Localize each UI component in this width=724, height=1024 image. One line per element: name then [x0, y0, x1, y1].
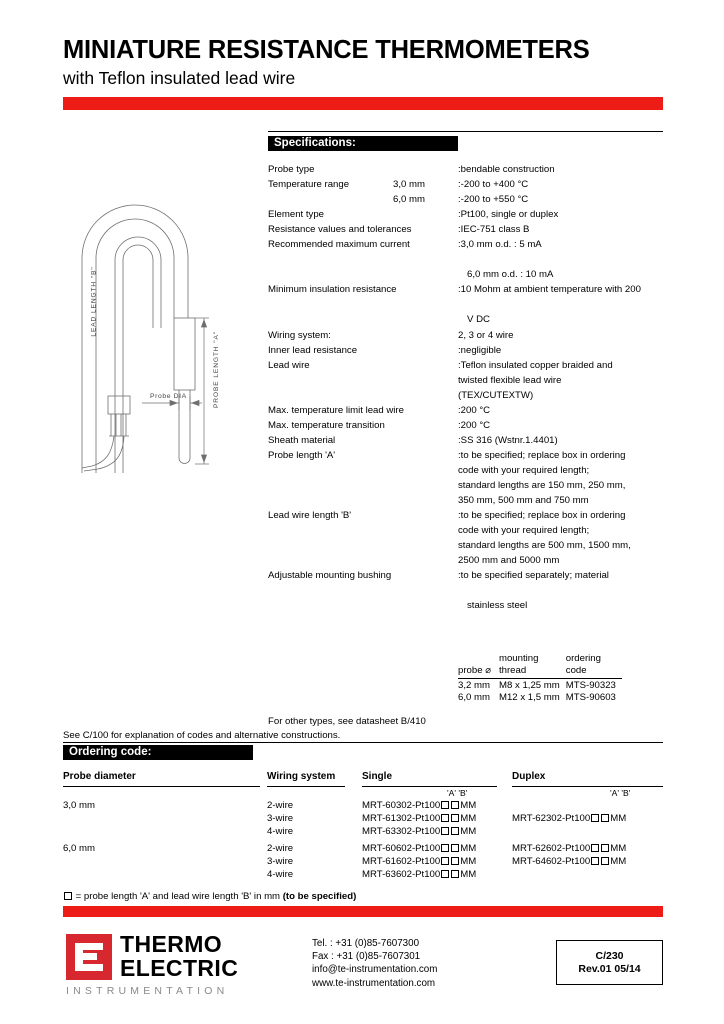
spec-row — [268, 375, 668, 390]
spec-row — [268, 284, 668, 299]
spec-label: Element type — [268, 209, 324, 221]
spec-value: :200 °C — [458, 419, 491, 431]
box-symbol-icon — [441, 801, 449, 809]
ordering-header-duplex: Duplex — [512, 771, 546, 782]
ordering-wiring-value: 2-wire — [267, 843, 294, 854]
spec-row — [268, 495, 668, 510]
bushing-row — [458, 691, 622, 704]
logo-text-electric: ELECTRIC — [120, 955, 239, 981]
spec-row — [268, 435, 668, 450]
bushing-cell: 6,0 mm — [458, 692, 490, 704]
ordering-ab-marker-duplex: 'A' 'B' — [610, 788, 631, 798]
spec-value: :-200 to +550 °C — [458, 194, 529, 206]
bushing-header-cell: probe ⌀ — [458, 665, 497, 678]
spec-row — [268, 345, 668, 360]
contact-line: www.te-instrumentation.com — [312, 977, 436, 989]
page-subtitle: with Teflon insulated lead wire — [63, 68, 296, 88]
spec-row — [268, 405, 668, 420]
ordering-code-heading: Ordering code: — [63, 745, 253, 760]
spec-label: Recommended maximum current — [268, 239, 410, 251]
bushing-header-cell: ordering — [565, 653, 601, 664]
spec-value: :to be specified; replace box in ordering — [458, 449, 626, 461]
spec-row — [268, 360, 668, 375]
spec-row — [268, 420, 668, 435]
spec-label: Probe length 'A' — [268, 449, 336, 461]
spec-value: :to be specified; replace box in ordering — [458, 510, 626, 522]
box-symbol-icon — [591, 857, 599, 865]
box-symbol-icon — [601, 844, 609, 852]
bushing-header-cell: code — [566, 665, 622, 678]
spec-value: :Teflon insulated copper braided and — [458, 359, 613, 371]
bushing-cell: 3,2 mm — [458, 679, 490, 691]
spec-value: :3,0 mm o.d. : 5 mA — [458, 239, 542, 251]
spec-value: :IEC-751 class B — [458, 224, 530, 236]
probe-drawing-svg — [78, 148, 268, 473]
spec-value: code with your required length; — [458, 464, 590, 476]
spec-value: 2500 mm and 5000 mm — [458, 555, 560, 567]
document-code-box — [556, 940, 663, 985]
box-symbol-icon — [591, 844, 599, 852]
ordering-legend-bold: (to be specified) — [282, 891, 357, 902]
spec-value: standard lengths are 150 mm, 250 mm, — [458, 479, 626, 491]
spec-row — [268, 224, 668, 239]
ordering-probe-diameter-value: 6,0 mm — [63, 843, 95, 854]
ordering-wiring-value: 4-wire — [267, 869, 294, 881]
spec-row — [268, 239, 668, 254]
box-symbol-icon — [441, 827, 449, 835]
spec-row — [268, 330, 668, 345]
ordering-wiring-value: 2-wire — [267, 800, 294, 811]
spec-label: Lead wire length 'B' — [268, 510, 352, 522]
spec-label: Max. temperature limit lead wire — [268, 404, 404, 416]
other-types-note: For other types, see datasheet B/410 — [268, 716, 426, 727]
probe-dia-dimension-label: Probe DIA — [150, 393, 187, 400]
ordering-wiring-value: 3-wire — [267, 856, 294, 868]
spec-label: Max. temperature transition — [268, 419, 385, 431]
ordering-header-single: Single — [362, 771, 393, 782]
ordering-legend — [63, 891, 356, 902]
ordering-code-duplex: MRT-62302-Pt100 MM — [512, 813, 627, 825]
box-symbol-icon — [601, 814, 609, 822]
box-symbol-icon — [64, 892, 72, 900]
specifications-top-rule — [268, 131, 663, 132]
specifications-heading: Specifications: — [268, 136, 458, 151]
bushing-row — [458, 678, 622, 691]
box-symbol-icon — [441, 814, 449, 822]
spec-row — [268, 480, 668, 495]
ordering-column-rule — [362, 786, 497, 787]
document-revision: Rev.01 05/14 — [578, 963, 641, 975]
box-symbol-icon — [601, 857, 609, 865]
bushing-cell: M12 x 1,5 mm — [498, 692, 560, 704]
box-symbol-icon — [451, 801, 459, 809]
box-symbol-icon — [451, 857, 459, 865]
spec-value: :bendable construction — [458, 164, 555, 175]
spec-value: :-200 to +400 °C — [458, 179, 529, 191]
ordering-column-rule — [267, 786, 345, 787]
spec-value: (TEX/CUTEXTW) — [458, 389, 534, 401]
specifications-table — [268, 164, 668, 615]
ordering-code-single: MRT-63602-Pt100 MM — [362, 869, 477, 881]
spec-label: Wiring system: — [268, 329, 331, 341]
spec-row — [268, 299, 668, 314]
spec-label: Inner lead resistance — [268, 344, 358, 356]
mounting-bushing-table — [458, 653, 622, 704]
ordering-top-rule — [63, 742, 663, 743]
spec-value: standard lengths are 500 mm, 1500 mm, — [458, 540, 631, 552]
box-symbol-icon — [441, 857, 449, 865]
ordering-column-rule — [512, 786, 663, 787]
spec-label: Temperature range — [268, 179, 350, 191]
spec-value: :to be specified separately; material — [458, 570, 609, 582]
ordering-code-single: MRT-63302-Pt100 MM — [362, 826, 477, 838]
spec-value: :Pt100, single or duplex — [458, 209, 559, 221]
spec-qualifier: 3,0 mm — [393, 179, 425, 191]
logo-middle-bar — [83, 953, 97, 960]
ordering-code-single: MRT-60302-Pt100 MM — [362, 800, 477, 811]
ordering-wiring-value: 4-wire — [267, 826, 294, 838]
spec-value: :200 °C — [458, 404, 491, 416]
ordering-code-duplex: MRT-62602-Pt100 MM — [512, 843, 627, 854]
document-code: C/230 — [595, 950, 624, 962]
spec-value: 350 mm, 500 mm and 750 mm — [458, 495, 589, 507]
spec-label: Probe type — [268, 164, 315, 175]
lead-length-dimension-label: LEAD LENGTH "B" — [90, 266, 98, 337]
spec-row — [268, 269, 668, 284]
spec-row — [268, 570, 668, 585]
ordering-code-single: MRT-61302-Pt100 MM — [362, 813, 477, 825]
bushing-header-row — [458, 665, 622, 678]
spec-row — [268, 585, 668, 600]
spec-value: V DC — [467, 314, 490, 326]
spec-row — [268, 390, 668, 405]
contact-line: Tel. : +31 (0)85-7607300 — [312, 938, 420, 949]
ordering-probe-diameter-value: 3,0 mm — [63, 800, 95, 811]
spec-value: code with your required length; — [458, 525, 590, 537]
bushing-cell: MTS-90323 — [565, 679, 616, 691]
bushing-cell: M8 x 1,25 mm — [498, 679, 560, 691]
ordering-header-wiring-system: Wiring system — [267, 771, 336, 782]
header-accent-bar — [63, 97, 663, 110]
spec-row — [268, 194, 668, 209]
logo-bottom-bar — [83, 964, 103, 971]
box-symbol-icon — [451, 827, 459, 835]
spec-row — [268, 465, 668, 480]
spec-row — [268, 525, 668, 540]
spec-row — [268, 179, 668, 194]
contact-line: info@te-instrumentation.com — [312, 964, 438, 976]
bushing-header-row — [458, 653, 622, 665]
spec-row — [268, 510, 668, 525]
spec-value: :10 Mohm at ambient temperature with 200 — [458, 284, 641, 296]
logo-text-instrumentation: INSTRUMENTATION — [66, 985, 229, 997]
box-symbol-icon — [441, 844, 449, 852]
contact-details — [312, 937, 437, 990]
spec-value: twisted flexible lead wire — [458, 374, 562, 386]
bushing-header-cell: mounting — [498, 653, 539, 664]
page-title: MINIATURE RESISTANCE THERMOMETERS — [63, 36, 590, 64]
spec-qualifier: 6,0 mm — [393, 194, 425, 206]
box-symbol-icon — [451, 814, 459, 822]
ordering-column-rule — [63, 786, 260, 787]
bushing-header-cell: thread — [497, 665, 566, 678]
spec-row — [268, 314, 668, 329]
ordering-code-single: MRT-61602-Pt100 MM — [362, 856, 477, 868]
ordering-code-duplex: MRT-64602-Pt100 MM — [512, 856, 627, 868]
spec-label: Resistance values and tolerances — [268, 224, 412, 236]
footer-accent-bar — [63, 906, 663, 917]
spec-label: Lead wire — [268, 359, 310, 371]
ordering-code-single: MRT-60602-Pt100 MM — [362, 843, 477, 854]
spec-row — [268, 209, 668, 224]
probe-technical-drawing — [78, 148, 268, 473]
box-symbol-icon — [441, 870, 449, 878]
ordering-legend-text: = probe length 'A' and lead wire length 'B' in mm — [73, 891, 283, 902]
thermo-electric-logo-icon — [66, 934, 112, 980]
spec-value: :SS 316 (Wstnr.1.4401) — [458, 434, 558, 446]
spec-row — [268, 540, 668, 555]
logo-vertical-bar — [75, 943, 83, 971]
spec-label: Sheath material — [268, 434, 336, 446]
box-symbol-icon — [451, 870, 459, 878]
spec-value: :negligible — [458, 344, 502, 356]
spec-value: 2, 3 or 4 wire — [458, 329, 514, 341]
spec-row — [268, 254, 668, 269]
ordering-wiring-value: 3-wire — [267, 813, 294, 825]
spec-label: Minimum insulation resistance — [268, 284, 397, 296]
bushing-header-cell — [458, 653, 497, 665]
ordering-ab-marker-single: 'A' 'B' — [447, 788, 468, 798]
logo-text-thermo: THERMO — [120, 931, 223, 957]
spec-label: Adjustable mounting bushing — [268, 570, 392, 582]
box-symbol-icon — [591, 814, 599, 822]
spec-row — [268, 555, 668, 570]
bushing-cell: MTS-90603 — [565, 692, 616, 704]
see-c100-note: See C/100 for explanation of codes and alternative constructions. — [63, 730, 341, 741]
probe-length-dimension-label: PROBE LENGTH "A" — [212, 331, 220, 408]
spec-row — [268, 164, 668, 179]
spec-value: 6,0 mm o.d. : 10 mA — [467, 269, 554, 281]
ordering-header-probe-diameter: Probe diameter — [63, 771, 136, 782]
box-symbol-icon — [451, 844, 459, 852]
logo-top-bar — [83, 943, 103, 950]
spec-row — [268, 450, 668, 465]
spec-row — [268, 600, 668, 615]
contact-line: Fax : +31 (0)85-7607301 — [312, 951, 421, 963]
spec-value: stainless steel — [467, 600, 528, 612]
